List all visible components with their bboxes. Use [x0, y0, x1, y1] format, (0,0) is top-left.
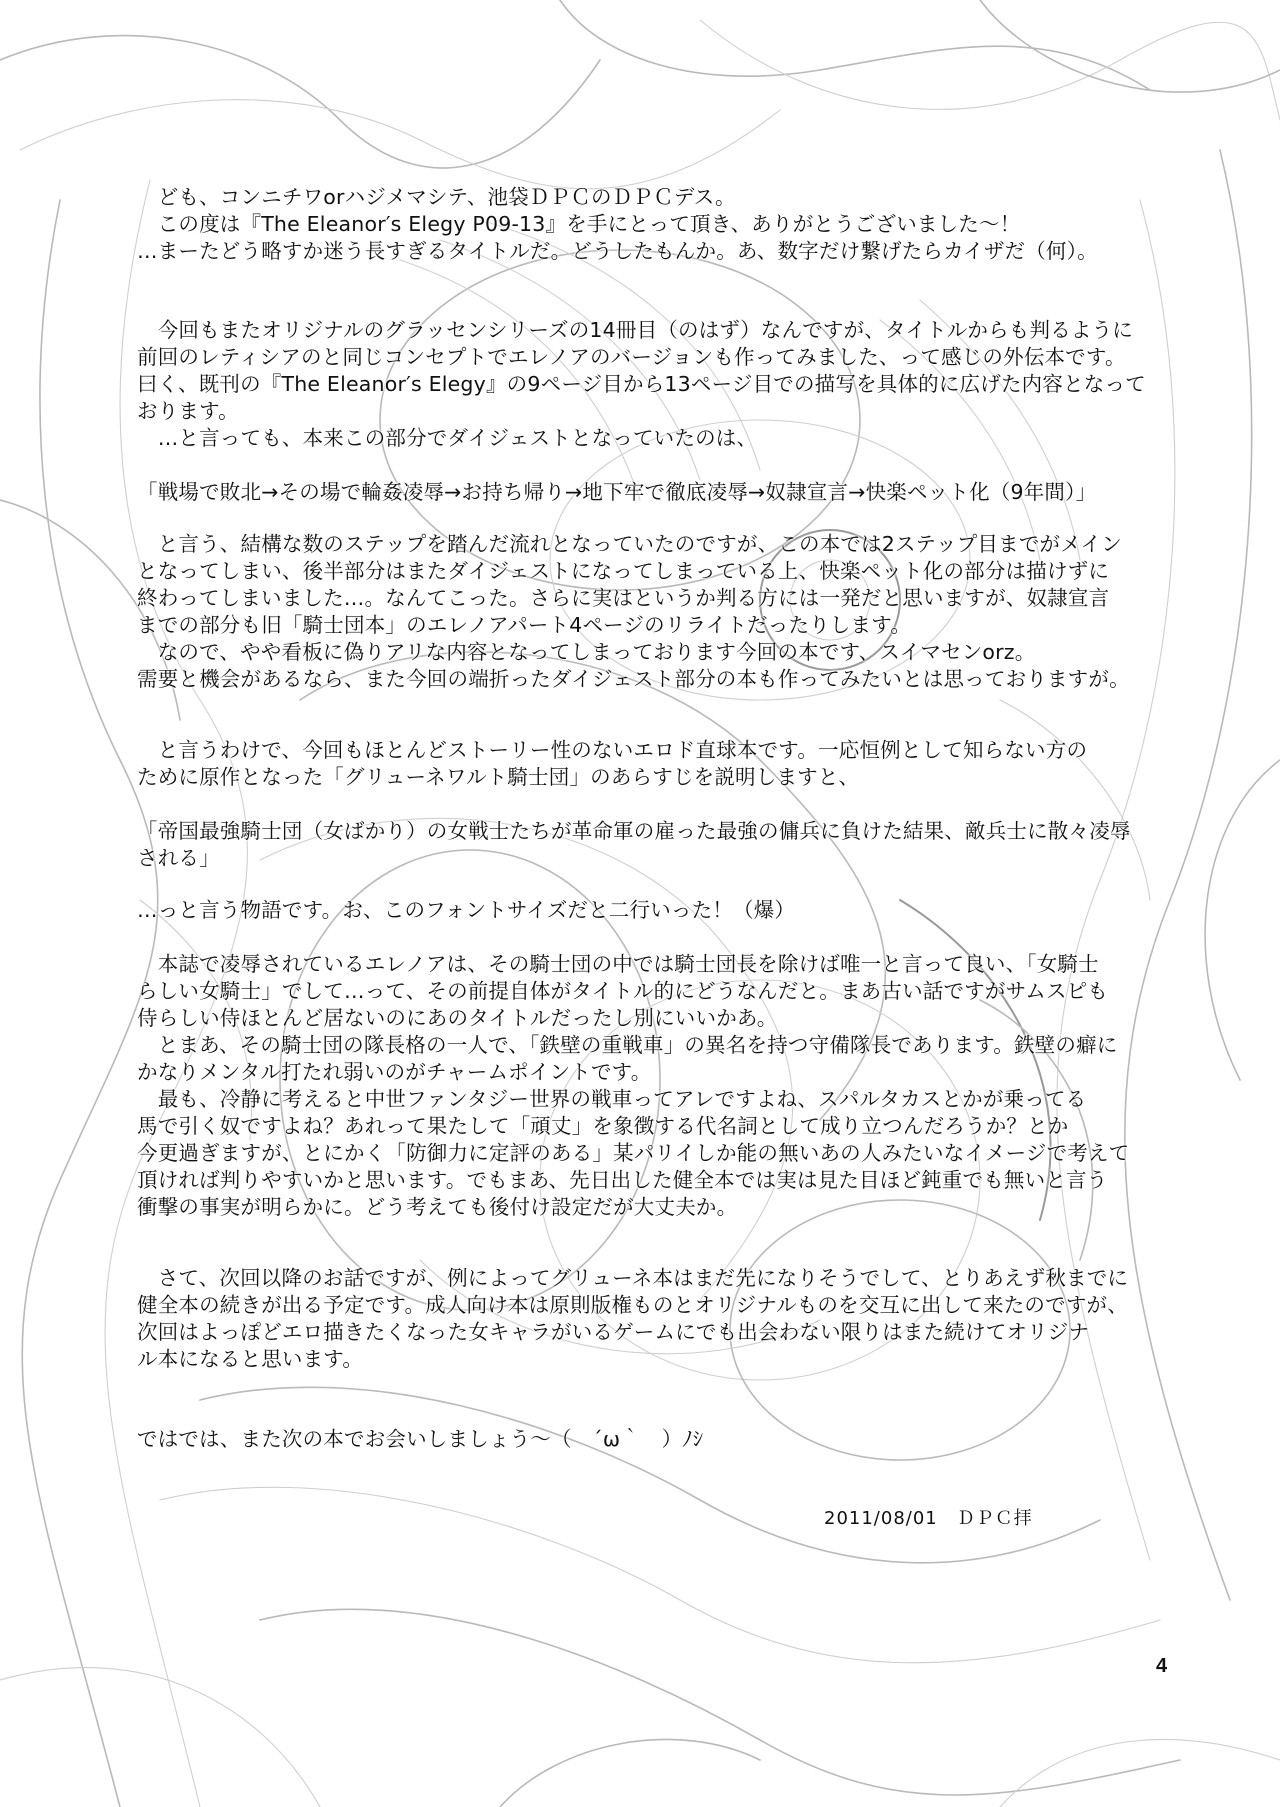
text-line: 衝撃の事実が明らかに。どう考えても後付け設定だが大丈夫か。	[137, 1195, 738, 1219]
text-line: 頂ければ判りやすいかと思います。でもまあ、先日出した健全本では実は見た目ほど鈍重でも無いと言う	[137, 1168, 1108, 1192]
text-line: 前回のレティシアのと同じコンセプトでエレノアのバージョンも作ってみました、って感じの外伝本です。	[137, 345, 1126, 369]
text-line: 本誌で凌辱されているエレノアは、その騎士団の中では騎士団長を除けば唯一と言って良い、「女騎士	[137, 952, 1099, 976]
text-line: さて、次回以降のお話ですが、例によってグリューネ本はまだ先になりそうでして、とりあえず秋までに	[137, 1266, 1129, 1290]
text-line: 次回はよっぽどエロ描きたくなった女キャラがいるゲームにでも出会わない限りはまた続けてオリジナ	[137, 1320, 1090, 1344]
text-line: …っと言う物語です。お、このフォントサイズだと二行いった！（爆）	[137, 898, 796, 922]
text-line: 今更過ぎますが、とにかく「防御力に定評のある」某パリイしか能の無いあの人みたいなイメージで考えて	[137, 1141, 1130, 1165]
text-line: 需要と機会があるなら、また今回の端折ったダイジェスト部分の本も作ってみたいとは思っておりますが。	[137, 667, 1130, 691]
text-line: ではでは、また次の本でお会いしましょう～（ ´ω｀ ）ﾉｼ	[137, 1427, 704, 1451]
text-line: される」	[137, 846, 220, 870]
text-line: 曰く、既刊の『The Eleanor′s Elegy』の9ページ目から13ページ目での描写を具体的に広げた内容となって	[137, 372, 1146, 396]
text-line: らしい女騎士」でして…って、その前提自体がタイトル的にどうなんだと。まあ古い話ですがサムスピも	[137, 979, 1109, 1003]
text-line: 馬で引く奴ですよね？あれって果たして「頑丈」を象徴する代名詞として成り立つんだろうか？とか	[137, 1114, 1069, 1138]
text-line: …と言っても、本来この部分でダイジェストとなっていたのは、	[137, 426, 758, 450]
text-line: とまあ、その騎士団の隊長格の一人で、「鉄壁の重戦車」の異名を持つ守備隊長であります。鉄壁の癖に	[137, 1033, 1118, 1057]
text-line: かなりメンタル打たれ弱いのがチャームポイントです。	[137, 1060, 652, 1084]
text-line: 侍らしい侍ほとんど居ないのにあのタイトルだったし別にいいかあ。	[137, 1006, 778, 1030]
text-line: おります。	[137, 399, 239, 423]
text-line: なので、やや看板に偽りアリな内容となってしまっております今回の本です、スイマセンorz。	[137, 640, 1036, 664]
text-line: 今回もまたオリジナルのグラッセンシリーズの14冊目（のはず）なんですが、タイトルからも判るように	[137, 318, 1133, 342]
text-line: 健全本の続きが出る予定です。成人向け本は原則版権ものとオリジナルものを交互に出して来たのですが、	[137, 1293, 1128, 1317]
text-line: までの部分も旧「騎士団本」のエレノアパート4ページのリライトだったりします。	[137, 613, 912, 637]
text-line: と言うわけで、今回もほとんどストーリー性のないエロド直球本です。一応恒例として知らない方の	[137, 738, 1088, 762]
text-line: …まーたどう略すか迷う長すぎるタイトルだ。どうしたもんか。あ、数字だけ繋げたらカイザだ（何）。	[137, 239, 1098, 263]
text-line: この度は『The Eleanor′s Elegy P09-13』を手にとって頂き、ありがとうございました～！	[137, 212, 1021, 236]
text-line: 「帝国最強騎士団（女ばかり）の女戦士たちが革命軍の雇った最強の傭兵に負けた結果、敵兵士に散々凌辱	[137, 819, 1131, 843]
text-line: と言う、結構な数のステップを踏んだ流れとなっていたのですが、この本では2ステップ目までがメイン	[137, 532, 1122, 556]
page-number: 4	[1156, 1655, 1168, 1677]
text-line: となってしまい、後半部分はまたダイジェストになってしまっている上、快楽ペット化の部分は描けずに	[137, 559, 1110, 583]
signature-date: 2011/08/01 ＤＰＣ拝	[824, 1508, 1033, 1529]
text-line: ども、コンニチワorハジメマシテ、池袋ＤＰＣのＤＰＣデス。	[137, 185, 736, 209]
text-line: 最も、冷静に考えると中世ファンタジー世界の戦車ってアレですよね、スパルタカスとかが乗ってる	[137, 1087, 1087, 1111]
text-line: 「戦場で敗北→その場で輪姦凌辱→お持ち帰り→地下牢で徹底凌辱→奴隷宣言→快楽ペット化（9年間）」	[137, 480, 1097, 504]
text-line: ために原作となった「グリューネワルト騎士団」のあらすじを説明しますと、	[137, 765, 860, 789]
text-line: 終わってしまいました…。なんてこった。さらに実はというか判る方には一発だと思いますが、奴隷宣言	[137, 586, 1110, 610]
text-line: ル本になると思います。	[137, 1347, 364, 1371]
